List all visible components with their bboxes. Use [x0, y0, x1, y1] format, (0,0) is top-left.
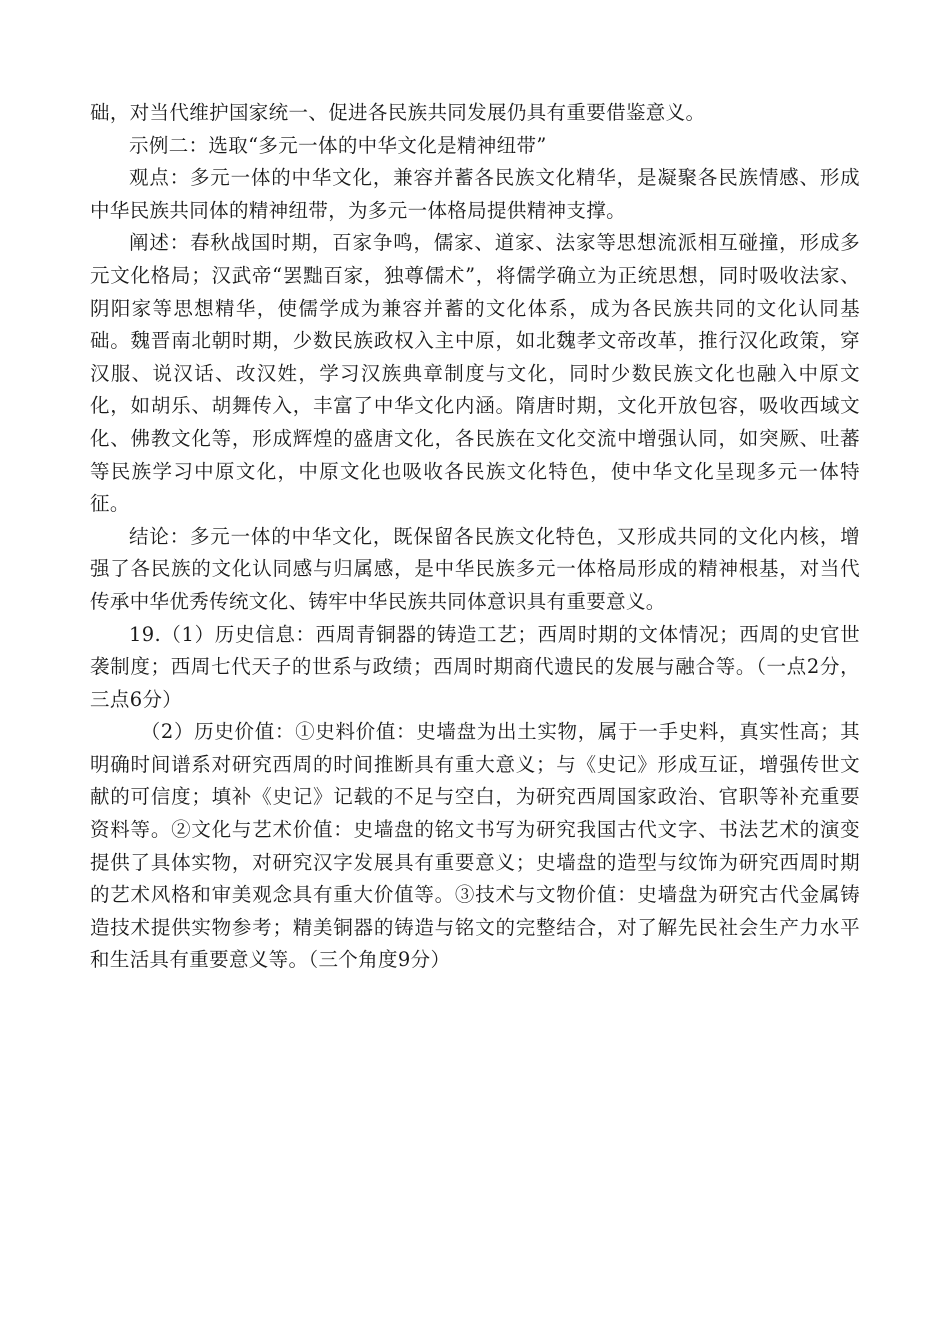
document-body	[90, 97, 860, 977]
paragraph-example-two-heading: 示例二：选取“多元一体的中华文化是精神纽带”	[129, 133, 547, 157]
paragraph-elaboration: 阐述：春秋战国时期，百家争鸣，儒家、道家、法家等思想流派相互碰撞，形成多元文化格局；汉武帝“罢黜百家，独尊儒术”，将儒学确立为正统思想，同时吸收法家、阴阳家等思想精华，使儒学成为兼容并蓄的文化体系，成为各民族共同的文化认同基础。魏晋南北朝时期，少数民族政权入主中原，如北魏孝文帝改革，推行汉化政策，穿汉服、说汉话、改汉姓，学习汉族典章制度与文化，同时少数民族文化也融入中原文化，如胡乐、胡舞传入，丰富了中华文化内涵。隋唐时期，文化开放包容，吸收西域文化、佛教文化等，形成辉煌的盛唐文化，各民族在文化交流中增强认同，如突厥、吐蕃等民族学习中原文化，中原文化也吸收各民族文化特色，使中华文化呈现多元一体特征。	[90, 231, 860, 516]
paragraph-q19-part2: （2）历史价值：①史料价值：史墙盘为出土实物，属于一手史料，真实性高；其明确时间谱系对研究西周的时间推断具有重大意义；与《史记》形成互证，增强传世文献的可信度；填补《史记》记载的不足与空白，为研究西周国家政治、官职等补充重要资料等。②文化与艺术价值：史墙盘的铭文书写为研究我国古代文字、书法艺术的演变提供了具体实物，对研究汉字发展具有重要意义；史墙盘的造型与纹饰为研究西周时期的艺术风格和审美观念具有重大价值等。③技术与文物价值：史墙盘为研究古代金属铸造技术提供实物参考；精美铜器的铸造与铭文的完整结合，对了解先民社会生产力水平和生活具有重要意义等。（三个角度9分）	[90, 720, 860, 972]
paragraph-q19-part1: 19.（1）历史信息：西周青铜器的铸造工艺；西周时期的文体情况；西周的史官世袭制度；西周七代天子的世系与政绩；西周时期商代遗民的发展与融合等。（一点2分，三点6分）	[90, 622, 860, 711]
paragraph-conclusion: 结论：多元一体的中华文化，既保留各民族文化特色，又形成共同的文化内核，增强了各民族的文化认同感与归属感，是中华民族多元一体格局形成的精神根基，对当代传承中华优秀传统文化、铸牢中华民族共同体意识具有重要意义。	[90, 524, 860, 613]
paragraph-viewpoint: 观点：多元一体的中华文化，兼容并蓄各民族文化精华，是凝聚各民族情感、形成中华民族共同体的精神纽带，为多元一体格局提供精神支撑。	[90, 166, 860, 222]
paragraph-continuation: 础，对当代维护国家统一、促进各民族共同发展仍具有重要借鉴意义。	[90, 101, 706, 124]
